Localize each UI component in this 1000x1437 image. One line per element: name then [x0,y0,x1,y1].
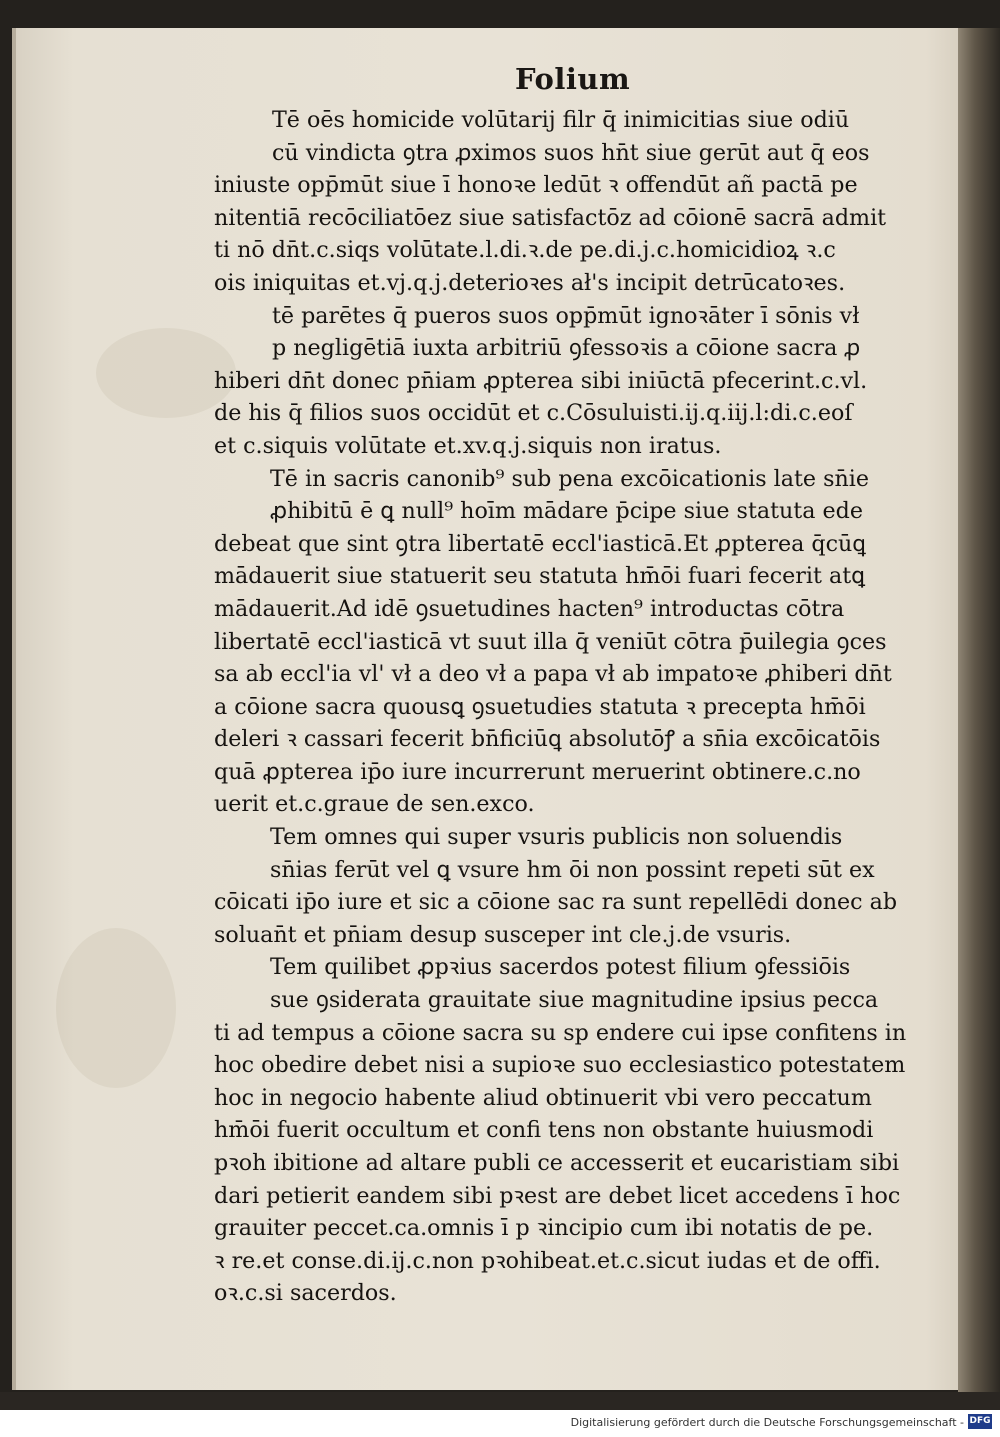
text-line: ꝛ re.et conse.di.ij.c.non pꝛohibeat.et.c.sicut iudas et de offi. [214,1247,881,1274]
dfg-logo: DFG [968,1414,992,1429]
text-line: hiberi dn̄t donec pn̄iam ꝓpterea sibi iniūctā pfecerint.c.vl. [214,367,868,394]
text-line: dari petierit eandem sibi pꝛest are debet licet accedens ī hoc [214,1182,901,1209]
text-line: Tē in sacris canonib⁹ sub pena excōicationis late sn̄ie [270,465,869,492]
text-line: pꝛoh ibitione ad altare publi ce accesserit et eucaristiam sibi [214,1150,900,1176]
text-line: et c.siquis volūtate et.xv.q.j.siquis non iratus. [214,432,722,459]
text-line: tē parētes q̄ pueros suos opp̄mūt ignoꝛāter ī sōnis vł [272,302,860,329]
funding-credit: Digitalisierung gefördert durch die Deutsche Forschungsgemeinschaft - [570,1416,964,1429]
text-line: sn̄ias ferūt vel ꝗ vsure hm ōi non possint repeti sūt ex [270,856,875,883]
text-line: cōicati ip̄o iure et sic a cōione sac ra sunt repellēdi donec ab [214,889,898,916]
text-line: mādauerit.Ad idē ꝯsuetudines hacten⁹ introductas cōtra [214,595,845,622]
text-line: ti nō dn̄t.c.siqs volūtate.l.di.ꝛ.de pe.di.j.c.homicidioꝝ ꝛ.c [214,237,836,264]
text-line: iniuste opp̄mūt siue ī honoꝛe ledūt ꝛ offendūt añ pactā pe [214,172,858,199]
text-line: sa ab eccl'ia vl' vł a deo vł a papa vł ab impatoꝛe ꝓhiberi dn̄t [214,661,892,688]
text-line: sue ꝯsiderata grauitate siue magnitudine ipsius pecca [270,987,879,1014]
text-line: hoc obedire debet nisi a supioꝛe suo ecclesiastico potestatem [214,1052,906,1079]
text-line: mādauerit siue statuerit seu statuta hm̄ōi fuari fecerit atꝗ [214,563,866,590]
text-line: Tem omnes qui super vsuris publicis non soluendis [270,824,843,851]
text-line: ti ad tempus a cōione sacra su sp endere cui ipse confitens in [214,1019,907,1046]
text-line: deleri ꝛ cassari fecerit bn̄ficiūꝗ absolutōꝭ a sn̄ia excōicatōis [214,726,881,753]
page-bottom-edge [0,1392,1000,1410]
page-gutter [958,28,1000,1408]
text-block [214,104,914,1310]
text-line: hoc in negocio habente aliud obtinuerit vbi vero peccatum [214,1084,872,1111]
text-line: cū vindicta ꝯtra ꝓximos suos hn̄t siue gerūt aut q̄ eos [272,139,870,166]
text-line: nitentiā recōciliatōez siue satisfactōz ad cōionē sacrā admit [214,204,887,231]
text-line: uerit et.c.graue de sen.exco. [214,791,535,818]
text-line: Tem quilibet ꝓpꝛius sacerdos potest filium ꝯfessiōis [270,954,851,981]
page-stain [56,928,176,1088]
folio-heading: Folium [515,62,631,96]
text-line: oꝛ.c.si sacerdos. [214,1280,397,1307]
text-line: libertatē eccl'iasticā vt suut illa q̄ veniūt cōtra p̄uilegia ꝯces [214,628,887,655]
footer-bar [0,1410,1000,1437]
text-line: a cōione sacra quousꝗ ꝯsuetudies statuta ꝛ precepta hm̄ōi [214,693,866,720]
text-line: hm̄ōi fuerit occultum et confi tens non obstante huiusmodi [214,1117,874,1144]
text-line: quā ꝓpterea ip̄o iure incurrerunt meruerint obtinere.c.no [214,758,861,785]
text-line: de his q̄ filios suos occidūt et c.Cōsuluisti.ij.q.iij.l:di.c.eoſ [214,400,853,427]
text-line: ꝓhibitū ē ꝗ null⁹ hoīm mādare p̄cipe siue statuta ede [270,498,863,525]
text-line: grauiter peccet.ca.omnis ī p ꝛincipio cum ibi notatis de pe. [214,1215,874,1242]
text-line: soluan̄t et pn̄iam desup susceper int cle.j.de vsuris. [214,921,792,948]
text-line: debeat que sint ꝯtra libertatē eccl'iasticā.Et ꝓpterea q̄cūꝗ [214,530,866,557]
text-line: ois iniquitas et.vj.q.j.deterioꝛes ał's incipit detrūcatoꝛes. [214,269,846,296]
text-line: p negligētiā iuxta arbitriū ꝯfessoꝛis a cōione sacra ꝓ [272,335,861,362]
text-line: Tē oēs homicide volūtarij filr q̄ inimicitias siue odiū [272,107,850,133]
